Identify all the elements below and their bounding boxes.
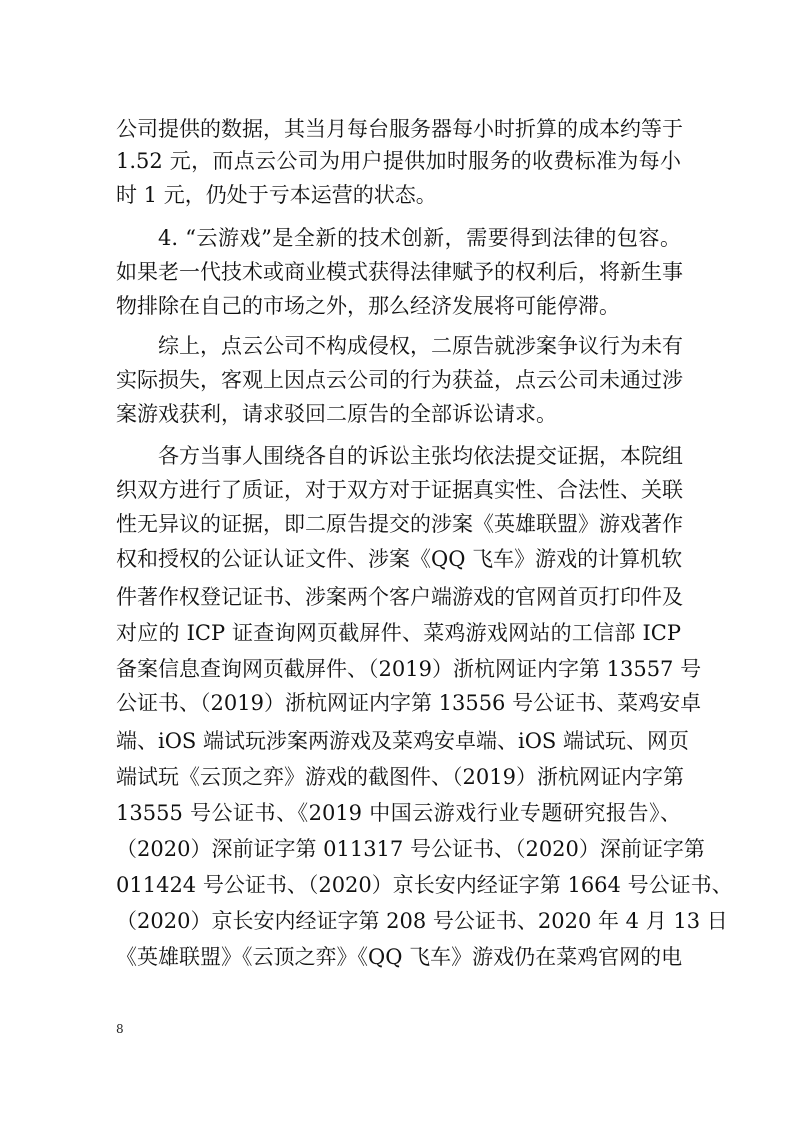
text-line: 对应的 ICP 证查询网页截屏件、菜鸡游戏网站的工信部 ICP <box>116 621 681 645</box>
text-line: （2020）京长安内经证字第 208 号公证书、2020 年 4 月 13 日 <box>116 909 728 933</box>
text-line: 性无异议的证据，即二原告提交的涉案《英雄联盟》游戏著作 <box>116 512 683 536</box>
text-line: 物排除在自己的市场之外，那么经济发展将可能停滞。 <box>116 294 620 318</box>
text-line: 如果老一代技术或商业模式获得法律赋予的权利后，将新生事 <box>116 260 683 284</box>
text-line: 案游戏获利，请求驳回二原告的全部诉讼请求。 <box>116 402 557 426</box>
page-number: 8 <box>116 1022 124 1036</box>
text-line: 《英雄联盟》《云顶之弈》《QQ 飞车》游戏仍在菜鸡官网的电 <box>116 945 683 969</box>
text-line: 备案信息查询网页截屏件、（2019）浙杭网证内字第 13557 号 <box>116 657 702 681</box>
text-line: 时 1 元，仍处于亏本运营的状态。 <box>116 183 437 207</box>
text-line: 端、iOS 端试玩涉案两游戏及菜鸡安卓端、iOS 端试玩、网页 <box>116 729 689 753</box>
text-line: 件著作权登记证书、涉案两个客户端游戏的官网首页打印件及 <box>116 585 683 609</box>
text-line: 13555 号公证书、《2019 中国云游戏行业专题研究报告》、 <box>116 801 681 825</box>
text-line: 织双方进行了质证，对于双方对于证据真实性、合法性、关联 <box>116 478 683 502</box>
text-line: 公证书、（2019）浙杭网证内字第 13556 号公证书、菜鸡安卓 <box>116 691 702 715</box>
text-line: 各方当事人围绕各自的诉讼主张均依法提交证据，本院组 <box>158 444 683 468</box>
text-line: 4. “云游戏”是全新的技术创新，需要得到法律的包容。 <box>158 226 681 250</box>
text-line: 端试玩《云顶之弈》游戏的截图件、（2019）浙杭网证内字第 <box>116 765 684 789</box>
text-line: 1.52 元，而点云公司为用户提供加时服务的收费标准为每小 <box>116 149 681 173</box>
text-line: 011424 号公证书、（2020）京长安内经证字第 1664 号公证书、 <box>116 873 733 897</box>
text-line: 综上，点云公司不构成侵权，二原告就涉案争议行为未有 <box>158 334 683 358</box>
text-line: 实际损失，客观上因点云公司的行为获益，点云公司未通过涉 <box>116 368 683 392</box>
text-line: （2020）深前证字第 011317 号公证书、（2020）深前证字第 <box>116 837 705 861</box>
text-line: 权和授权的公证认证文件、涉案《QQ 飞车》游戏的计算机软 <box>116 547 683 571</box>
text-line: 公司提供的数据，其当月每台服务器每小时折算的成本约等于 <box>116 117 683 141</box>
